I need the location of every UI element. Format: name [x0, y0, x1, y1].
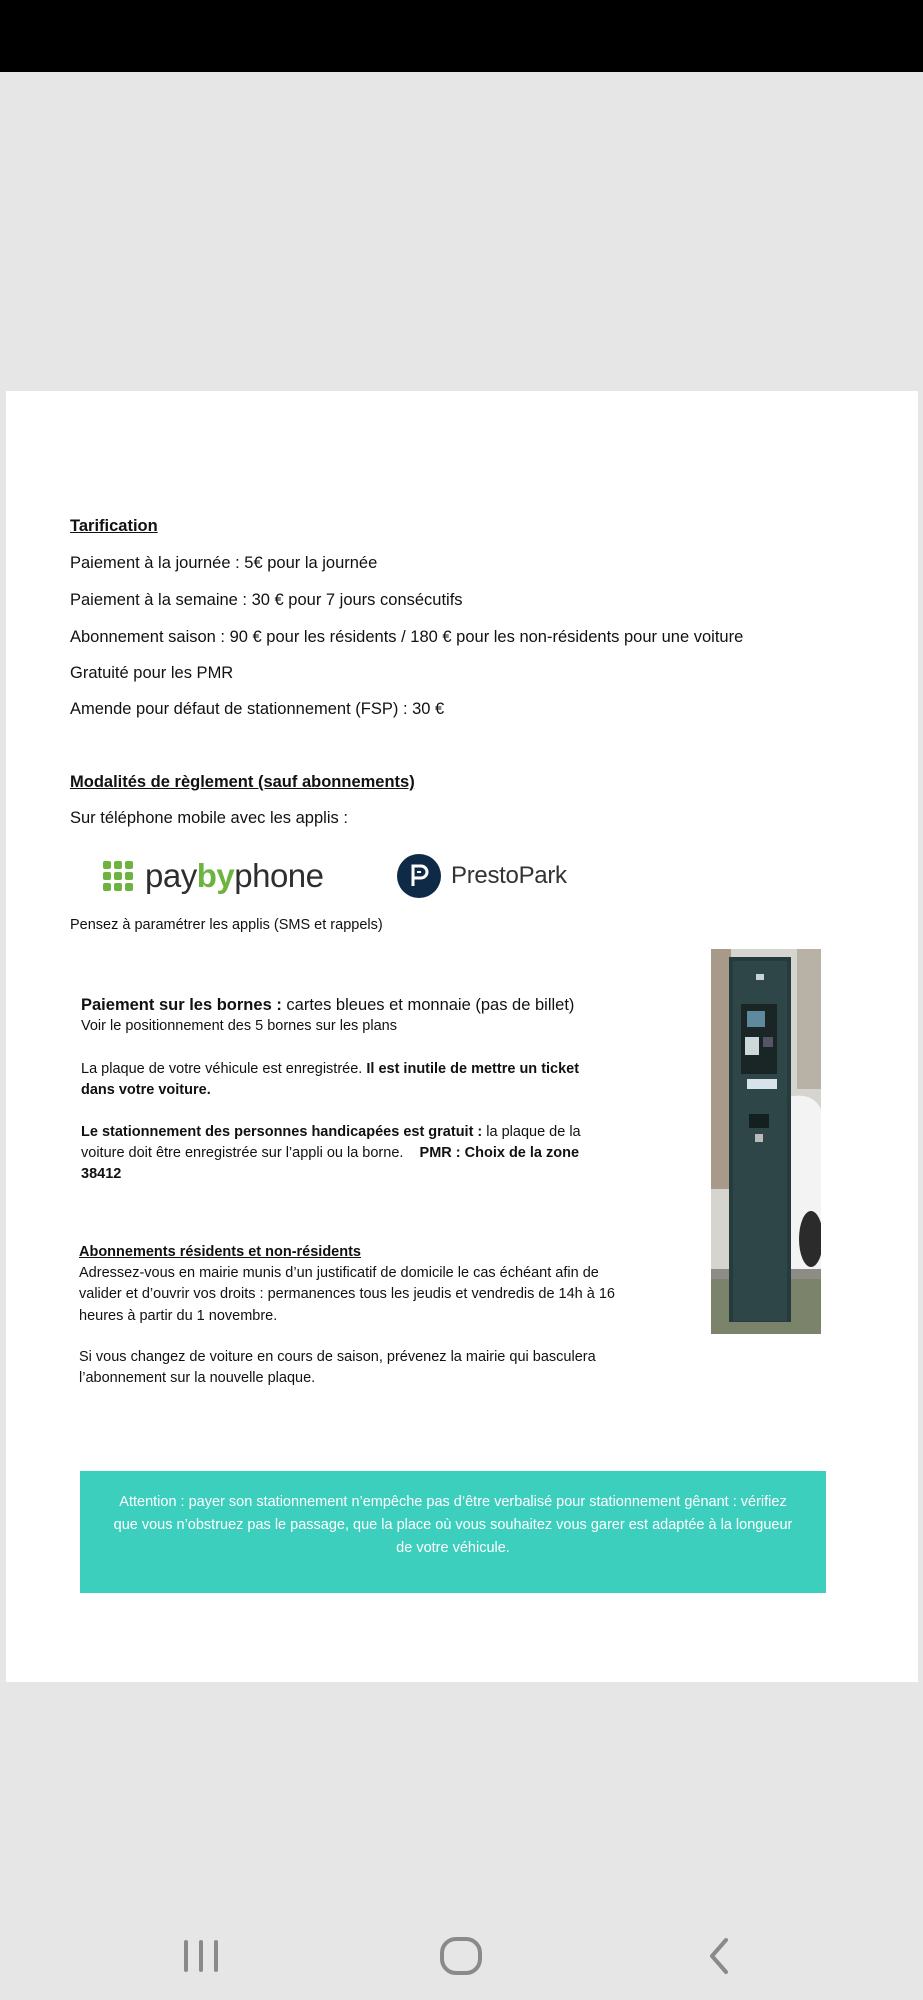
plaque-bold: Il est inutile de mettre un ticket	[366, 1061, 580, 1077]
tarif-line: Paiement à la journée : 5€ pour la journée	[70, 554, 378, 572]
navigation-bar	[0, 1900, 923, 2000]
pmr-zone-line	[81, 1166, 121, 1182]
bornes-title	[81, 996, 574, 1015]
tarif-line: Gratuité pour les PMR	[70, 664, 234, 682]
changement-line: Si vous changez de voiture en cours de saison, prévenez la mairie qui basculera	[79, 1349, 596, 1365]
paybyphone-text-pay: pay	[145, 857, 197, 894]
handicap-line-2	[81, 1145, 579, 1161]
abonnements-line: heures à partir du 1 novembre.	[79, 1308, 278, 1324]
notice-line: que vous n’obstruez pas le passage, que la place où vous souhaitez vous garer est adaptée à la longueur	[113, 1517, 793, 1533]
abonnements-line: Adressez-vous en mairie munis d’un justificatif de domicile le cas échéant afin de	[79, 1265, 599, 1281]
plaque-line-1	[81, 1061, 579, 1077]
prestopark-logo	[397, 854, 567, 898]
notice-line: de votre véhicule.	[396, 1540, 510, 1556]
prestopark-text: PrestoPark	[451, 862, 567, 889]
handicap-line-1	[81, 1124, 581, 1140]
paybyphone-logo	[103, 857, 324, 895]
parking-kiosk-photo	[711, 949, 821, 1334]
abonnements-line: valider et d’ouvrir vos droits : permanences tous les jeudis et vendredis de 14h à 16	[79, 1286, 615, 1302]
abonnements-heading: Abonnements résidents et non-résidents	[79, 1244, 361, 1260]
handicap-text-2: voiture doit être enregistrée sur l’appli ou la borne.	[81, 1145, 420, 1161]
paybyphone-text-by: by	[196, 857, 235, 894]
bornes-title-bold: Paiement sur les bornes :	[81, 996, 282, 1014]
back-icon[interactable]	[704, 1936, 734, 1981]
bornes-title-rest: cartes bleues et monnaie (pas de billet)	[281, 996, 575, 1014]
plaque-text: La plaque de votre véhicule est enregistrée.	[81, 1061, 367, 1077]
plaque-bold-2: dans votre voiture.	[81, 1082, 211, 1098]
home-icon[interactable]	[439, 1936, 483, 1981]
handicap-bold: Le stationnement des personnes handicapées est gratuit :	[81, 1124, 483, 1140]
plaque-line-2	[81, 1082, 211, 1098]
paybyphone-text-phone: phone	[234, 857, 324, 894]
changement-line: l’abonnement sur la nouvelle plaque.	[79, 1370, 316, 1386]
tarif-line: Paiement à la semaine : 30 € pour 7 jours consécutifs	[70, 591, 463, 609]
paybyphone-grid-icon	[103, 861, 133, 891]
notice-line: Attention : payer son stationnement n’empêche pas d’être verbalisé pour stationnement gênant : vérifiez	[119, 1494, 787, 1510]
apps-reminder: Pensez à paramétrer les applis (SMS et rappels)	[70, 917, 383, 933]
modalites-heading: Modalités de règlement (sauf abonnements)	[70, 773, 415, 791]
pmr-zone-number: 38412	[81, 1166, 122, 1182]
document-page	[6, 391, 918, 1682]
handicap-text: la plaque de la	[482, 1124, 581, 1140]
tarif-line: Abonnement saison : 90 € pour les résidents / 180 € pour les non-résidents pour une voiture	[70, 628, 744, 646]
pmr-zone-bold: PMR : Choix de la zone	[419, 1145, 580, 1161]
modalites-intro: Sur téléphone mobile avec les applis :	[70, 809, 348, 827]
tarification-heading: Tarification	[70, 517, 158, 535]
prestopark-p-icon	[397, 854, 441, 898]
attention-notice	[80, 1471, 826, 1593]
recent-apps-icon[interactable]	[180, 1936, 224, 1981]
tarif-line: Amende pour défaut de stationnement (FSP) : 30 €	[70, 700, 445, 718]
status-bar	[0, 0, 923, 72]
bornes-positions: Voir le positionnement des 5 bornes sur les plans	[81, 1018, 397, 1034]
